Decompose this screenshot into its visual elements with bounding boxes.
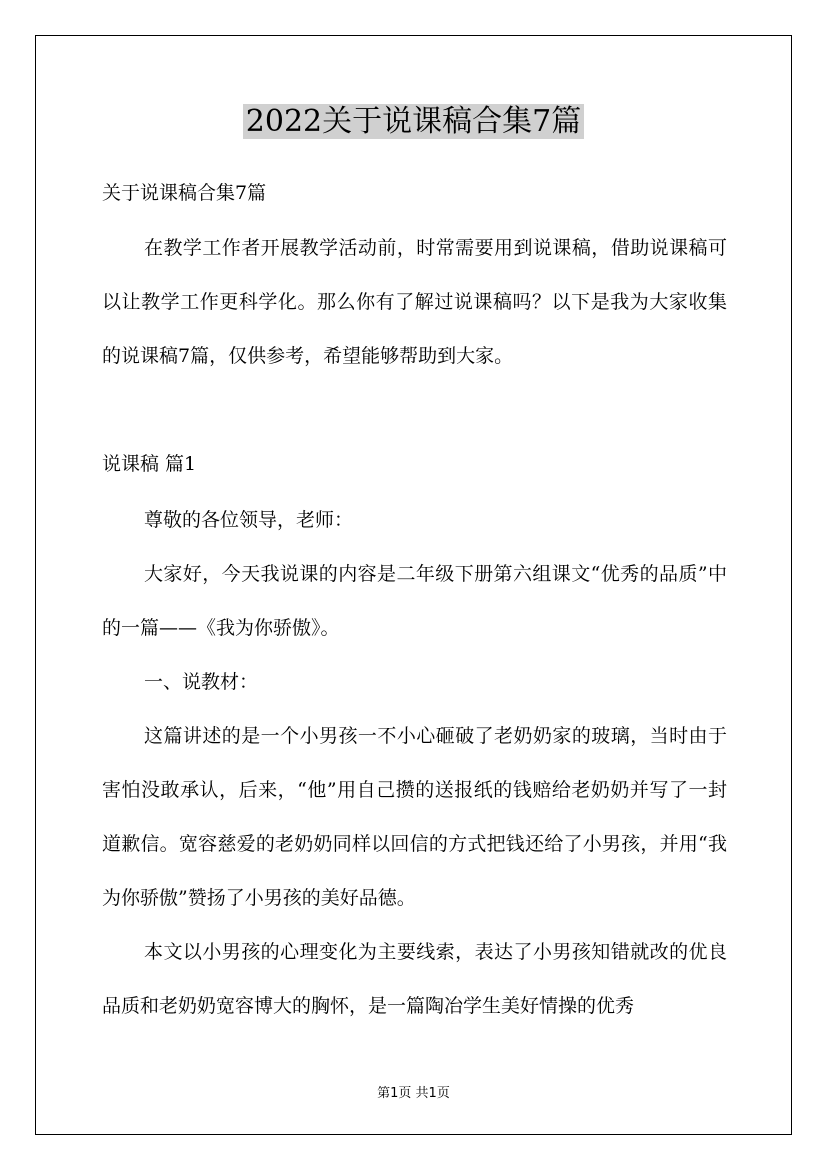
page-footer: 第1页 共1页 [377, 1086, 450, 1101]
paragraph: 本文以小男孩的心理变化为主要线索，表达了小男孩知错就改的优良品质和老奶奶宽容博大的胸怀，是一篇陶冶学生美好情操的优秀 [102, 941, 727, 1017]
intro-paragraph [102, 221, 727, 383]
paragraph: 这篇讲述的是一个小男孩一不小心砸破了老奶奶家的玻璃，当时由于害怕没敢承认，后来，“他”用自己攒的送报纸的钱赔给老奶奶并写了一封道歉信。宽容慈爱的老奶奶同样以回信的方式把钱还给了小男孩，并用“我为你骄傲”赞扬了小男孩的美好品德。 [102, 725, 727, 909]
paragraph: 尊敬的各位领导，老师： [144, 509, 354, 531]
section-heading: 说课稿 篇1 [102, 453, 197, 475]
document-subtitle: 关于说课稿合集7篇 [102, 182, 267, 204]
paragraph: 大家好，今天我说课的内容是二年级下册第六组课文“优秀的品质”中的一篇——《我为你骄傲》。 [102, 563, 727, 639]
paragraph: 一、说教材： [144, 671, 259, 693]
document-title-text: 2022关于说课稿合集7篇 [243, 104, 584, 139]
intro-text: 在教学工作者开展教学活动前，时常需要用到说课稿，借助说课稿可以让教学工作更科学化。那么你有了解过说课稿吗？以下是我为大家收集的说课稿7篇，仅供参考，希望能够帮助到大家。 [102, 237, 727, 367]
document-title [0, 100, 827, 144]
body-text [102, 493, 727, 1033]
